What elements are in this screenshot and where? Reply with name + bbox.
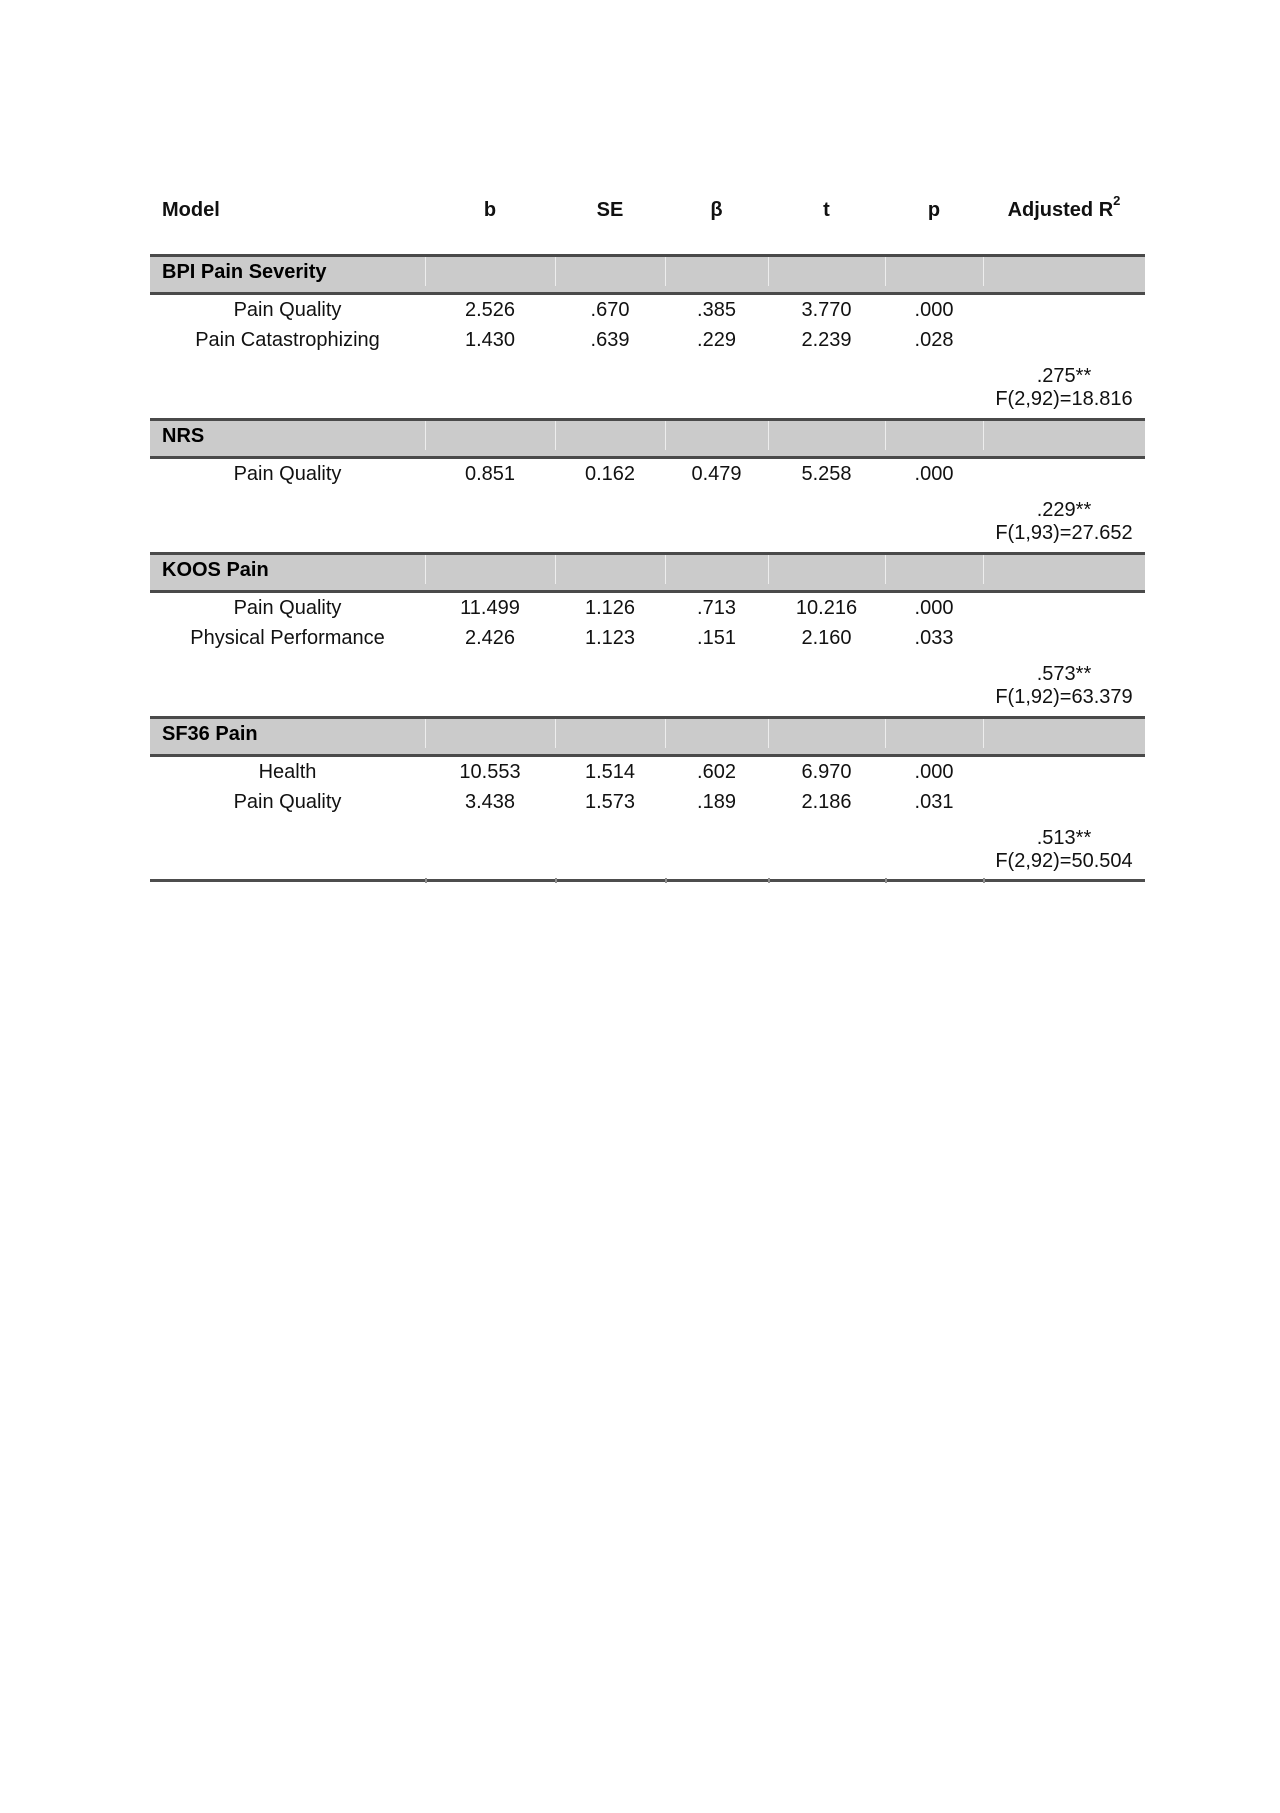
section-header-cell <box>983 719 1145 748</box>
column-header-beta: β <box>710 199 723 221</box>
section-header-cell <box>983 257 1145 286</box>
empty-cell <box>768 817 885 849</box>
column-header-p: p <box>927 199 941 221</box>
f-statistic-value: F(1,92)=63.379 <box>995 686 1133 708</box>
predictor-row <box>150 325 1145 355</box>
value-b: 11.499 <box>460 597 520 619</box>
empty-cell <box>555 849 665 879</box>
column-header-model: Model <box>162 199 220 221</box>
value-se: 1.573 <box>584 791 636 813</box>
section-header-cell <box>983 421 1145 450</box>
empty-cell <box>768 521 885 552</box>
value-t: 3.770 <box>801 299 852 321</box>
value-b: 3.438 <box>464 791 516 813</box>
section-header-cell <box>768 421 885 450</box>
predictor-name: Pain Catastrophizing <box>195 329 380 351</box>
empty-cell <box>885 817 983 849</box>
section-header-cell <box>768 555 885 584</box>
section-header-cell <box>885 555 983 584</box>
empty-cell <box>555 685 665 716</box>
empty-cell <box>425 849 555 879</box>
column-divider-tick <box>768 878 770 883</box>
empty-cell <box>150 387 425 418</box>
section-header-cell <box>768 719 885 748</box>
section-header-row <box>150 716 1145 757</box>
value-se: 0.162 <box>584 463 636 485</box>
predictor-row <box>150 757 1145 787</box>
value-se: 1.123 <box>584 627 636 649</box>
value-p: .033 <box>914 627 954 649</box>
empty-cell <box>768 387 885 418</box>
value-b: 2.426 <box>464 627 516 649</box>
value-t: 6.970 <box>801 761 852 783</box>
adjusted-r2-row <box>150 489 1145 521</box>
f-statistic-row <box>150 521 1145 552</box>
section-header-cell <box>555 257 665 286</box>
value-beta: .713 <box>697 597 736 619</box>
predictor-name: Pain Quality <box>233 299 342 321</box>
value-t: 5.258 <box>801 463 852 485</box>
value-p: .000 <box>914 597 954 619</box>
table-header-row <box>150 193 1145 254</box>
section-header-cell <box>555 421 665 450</box>
predictor-row <box>150 459 1145 489</box>
section-header-cell <box>885 257 983 286</box>
empty-cell <box>983 459 1145 489</box>
empty-cell <box>425 685 555 716</box>
empty-cell <box>425 355 555 387</box>
predictor-row <box>150 593 1145 623</box>
value-se: .639 <box>590 329 630 351</box>
empty-cell <box>150 849 425 879</box>
value-b: 0.851 <box>464 463 516 485</box>
empty-cell <box>150 355 425 387</box>
value-b: 1.430 <box>464 329 516 351</box>
empty-cell <box>983 325 1145 355</box>
empty-cell <box>768 355 885 387</box>
section-header-cell <box>885 719 983 748</box>
predictor-name: Pain Quality <box>233 791 342 813</box>
empty-cell <box>885 355 983 387</box>
value-beta: .602 <box>697 761 736 783</box>
value-p: .000 <box>914 463 954 485</box>
value-t: 2.160 <box>801 627 852 649</box>
column-header-se: SE <box>596 199 624 221</box>
section-header-cell <box>555 719 665 748</box>
empty-cell <box>425 521 555 552</box>
column-header-t: t <box>823 199 830 221</box>
f-statistic-row <box>150 685 1145 716</box>
column-divider-tick <box>425 878 427 883</box>
empty-cell <box>768 489 885 521</box>
adjusted-r2-superscript: 2 <box>1113 193 1121 208</box>
adjusted-r2-value: .513** <box>1036 827 1092 849</box>
section-header-cell <box>425 555 555 584</box>
value-beta: .229 <box>697 329 736 351</box>
empty-cell <box>665 387 768 418</box>
value-beta: 0.479 <box>691 463 742 485</box>
column-divider-tick <box>665 878 667 883</box>
adjusted-r2-row <box>150 653 1145 685</box>
adjusted-r2-row <box>150 817 1145 849</box>
empty-cell <box>665 685 768 716</box>
empty-cell <box>665 817 768 849</box>
empty-cell <box>150 489 425 521</box>
predictor-name: Pain Quality <box>233 597 342 619</box>
section-header-cell <box>768 257 885 286</box>
empty-cell <box>665 355 768 387</box>
f-statistic-value: F(1,93)=27.652 <box>995 522 1133 544</box>
column-header-adjusted-r2 <box>983 193 1145 254</box>
section-title: NRS <box>162 424 205 447</box>
empty-cell <box>425 817 555 849</box>
value-p: .000 <box>914 761 954 783</box>
section-title: SF36 Pain <box>162 722 258 745</box>
f-statistic-value: F(2,92)=18.816 <box>995 388 1133 410</box>
section-header-row <box>150 552 1145 593</box>
empty-cell <box>768 653 885 685</box>
value-b: 2.526 <box>464 299 516 321</box>
f-statistic-row <box>150 387 1145 418</box>
empty-cell <box>983 757 1145 787</box>
section-header-cell <box>665 555 768 584</box>
empty-cell <box>425 653 555 685</box>
value-se: 1.514 <box>584 761 636 783</box>
adjusted-r2-row <box>150 355 1145 387</box>
section-header-cell <box>665 257 768 286</box>
section-title: KOOS Pain <box>162 558 269 581</box>
value-p: .028 <box>914 329 954 351</box>
empty-cell <box>665 489 768 521</box>
empty-cell <box>768 685 885 716</box>
section-title: BPI Pain Severity <box>162 260 327 283</box>
adjusted-r2-value: .275** <box>1036 365 1092 387</box>
value-t: 2.186 <box>801 791 852 813</box>
column-header-b: b <box>483 199 497 221</box>
value-beta: .189 <box>697 791 736 813</box>
value-t: 2.239 <box>801 329 852 351</box>
section-header-cell <box>983 555 1145 584</box>
value-beta: .151 <box>697 627 736 649</box>
section-header-cell <box>425 257 555 286</box>
empty-cell <box>885 849 983 879</box>
empty-cell <box>555 521 665 552</box>
predictor-row <box>150 295 1145 325</box>
predictor-name: Physical Performance <box>190 627 385 649</box>
value-t: 10.216 <box>795 597 858 619</box>
value-beta: .385 <box>697 299 736 321</box>
empty-cell <box>768 849 885 879</box>
section-header-row <box>150 418 1145 459</box>
empty-cell <box>665 521 768 552</box>
empty-cell <box>885 489 983 521</box>
predictor-row <box>150 623 1145 653</box>
table-body <box>150 254 1145 879</box>
empty-cell <box>983 593 1145 623</box>
empty-cell <box>983 295 1145 325</box>
empty-cell <box>555 489 665 521</box>
section-header-cell <box>885 421 983 450</box>
column-divider-tick <box>885 878 887 883</box>
empty-cell <box>555 387 665 418</box>
regression-table <box>150 193 1145 882</box>
adjusted-r2-value: .573** <box>1036 663 1092 685</box>
empty-cell <box>555 653 665 685</box>
empty-cell <box>665 849 768 879</box>
empty-cell <box>425 489 555 521</box>
value-p: .000 <box>914 299 954 321</box>
adjusted-r2-label: Adjusted R <box>1007 199 1114 221</box>
empty-cell <box>983 623 1145 653</box>
empty-cell <box>665 653 768 685</box>
predictor-name: Pain Quality <box>233 463 342 485</box>
section-header-cell <box>665 421 768 450</box>
column-divider-tick <box>555 878 557 883</box>
empty-cell <box>425 387 555 418</box>
empty-cell <box>885 521 983 552</box>
predictor-name: Health <box>258 761 317 783</box>
empty-cell <box>885 685 983 716</box>
empty-cell <box>150 521 425 552</box>
section-header-cell <box>555 555 665 584</box>
empty-cell <box>150 653 425 685</box>
section-header-cell <box>665 719 768 748</box>
empty-cell <box>150 685 425 716</box>
section-header-row <box>150 254 1145 295</box>
empty-cell <box>555 355 665 387</box>
empty-cell <box>983 787 1145 817</box>
section-header-cell <box>425 719 555 748</box>
value-se: .670 <box>590 299 630 321</box>
column-divider-tick <box>983 878 985 883</box>
value-p: .031 <box>914 791 954 813</box>
empty-cell <box>885 653 983 685</box>
empty-cell <box>150 817 425 849</box>
predictor-row <box>150 787 1145 817</box>
f-statistic-value: F(2,92)=50.504 <box>995 850 1133 872</box>
value-b: 10.553 <box>459 761 521 783</box>
adjusted-r2-value: .229** <box>1036 499 1092 521</box>
value-se: 1.126 <box>584 597 636 619</box>
empty-cell <box>885 387 983 418</box>
f-statistic-row <box>150 849 1145 879</box>
empty-cell <box>555 817 665 849</box>
section-header-cell <box>425 421 555 450</box>
